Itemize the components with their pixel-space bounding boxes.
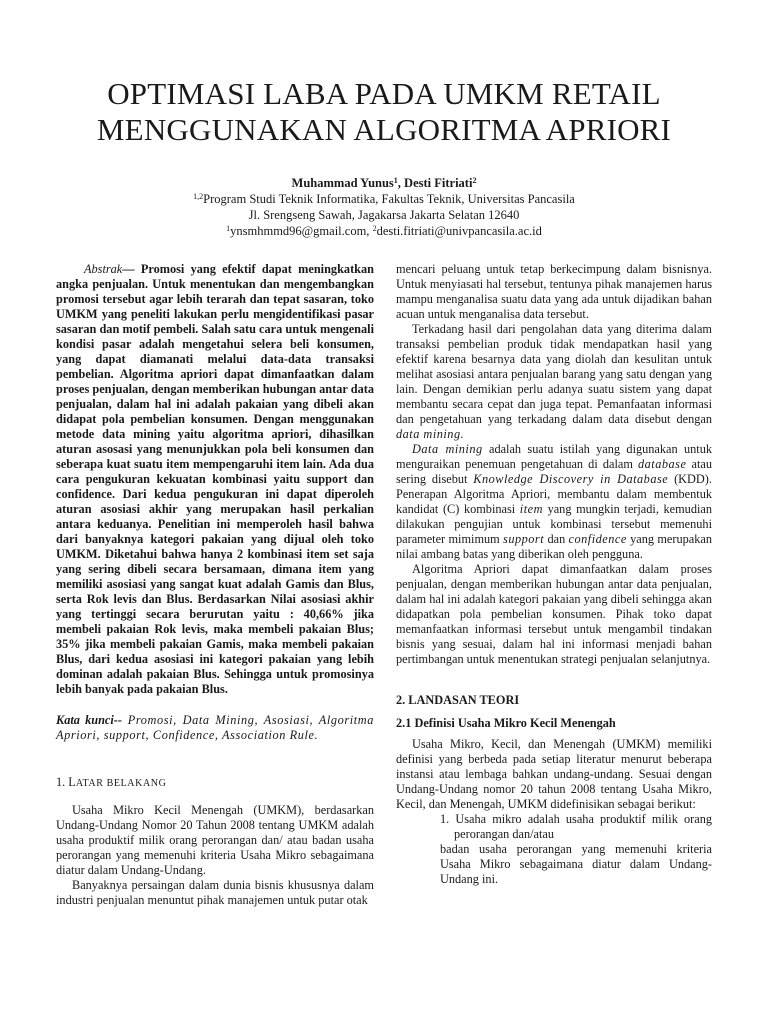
abstract-text: — Promosi yang efektif dapat meningkatkan angka penjualan. Untuk menentukan dan mengembangkan promosi tersebut agar lebih terarah dan tepat sasaran, toko UMKM yang peneliti lakukan perlu mengidentifikasi pasar sasaran dan motif pembeli. Salah satu cara untuk mengenali kondisi pasar adalah mengetahui selera beli konsumen, yang dapat diamanati melalui data-data transaksi pembelian. Algoritma apriori dapat dimanfaatkan dalam proses penjualan, dengan memberikan hubungan antar data penjualan, dalam hal ini adalah pakaian yang dibeli akan didapat pola pembelian konsumen. Dengan menggunakan metode data mining yaitu algoritma apriori, dihasilkan aturan asosasi yang menunjukkan pola beli konsumen dan seberapa kuat suatu item mempengaruhi item lain. Ada dua cara pengukuran kekuatan kombinasi yaitu support dan confidence. Dari kedua pengukuran ini dapat diperoleh aturan asosiasi akhir yang merupakan hasil perkalian antara keduanya. Penelitian ini memperoleh hasil bahwa dari banyaknya kategori pakaian yang dijual oleh toko UMKM. Diketahui bahwa hanya 2 kombinasi item set saja yang sering dibeli secara bersamaan, dimana item yang memiliki asosiasi yang sangat kuat adalah Gamis dan Blus, serta Rok levis dan Blus. Berdasarkan Nilai asosiasi akhir yang tertinggi secara berurutan yaitu : 40,66% jika membeli pakaian Rok levis, maka membeli pakaian Blus; 35% jika membeli pakaian Gamis, maka membeli pakaian Blus, dari kedua asosiasi ini kategori pakaian yang lebih dominan adalah pakaian Blus. Sehingga untuk promosinya lebih banyak pada pakaian Blus. <box>56 262 374 696</box>
paper-title <box>40 76 728 148</box>
keywords-label: Kata kunci-- <box>56 713 122 727</box>
p2-text: Terkadang hasil dari pengolahan data yang diterima dalam transaksi pembelian produk tidak mendapatkan hasil yang efektif karena besarnya data yang diolah dan kesulitan untuk melihat asosiasi antara penjualan barang yang satu dengan yang lain. Dengan demikian perlu adanya suatu sistem yang dapat membantu secara cepat dan juga tepat. Pemanfaatan informasi dan pengetahuan yang terkadang dalam data disebut dengan <box>396 322 712 426</box>
author-2-sup: 2 <box>472 176 477 185</box>
right-paragraph-3 <box>396 442 712 562</box>
section-1-paragraph-2: Banyaknya persaingan dalam dunia bisnis khususnya dalam industri penjualan menuntut pihak manajemen untuk putar otak <box>56 878 374 907</box>
left-column <box>56 262 374 908</box>
author-list <box>40 176 728 191</box>
p3-em-2: database <box>638 457 687 471</box>
p3-text-2: atau sering disebut <box>396 457 712 486</box>
author-2: Desti Fitriati <box>404 176 473 190</box>
keywords <box>56 713 374 743</box>
list-item-1-line-1: 1. Usaha mikro adalah usaha produktif milik orang perorangan dan/atau <box>440 812 712 841</box>
keywords-text: Promosi, Data Mining, Asosiasi, Algoritma Apriori, support, Confidence, Association Rule. <box>56 713 374 742</box>
abstract <box>56 262 374 697</box>
p3-text-1: adalah suatu istilah yang digunakan untuk menguraikan penemuan pengetahuan di dalam <box>396 442 713 471</box>
p3-text-5: dan <box>544 532 569 546</box>
section-1-number: 1. <box>56 775 69 789</box>
right-paragraph-4: Algoritma Apriori dapat dimanfaatkan dalam proses penjualan, dengan memberikan hubungan antar data penjualan, dalam hal ini adalah kategori pakaian yang dibeli sehingga akan didapatkan pola pembelian konsumen. Pihak toko dapat memanfaatkan informasi tersebut untuk mengambil tindakan bisnis yang sesuai, dalam hal ini informasi menjadi bahan pertimbangan untuk menentukan strategi penjualan selanjutnya. <box>396 562 712 666</box>
section-1-paragraph-1: Usaha Mikro Kecil Menengah (UMKM), berdasarkan Undang-Undang Nomor 20 Tahun 2008 tentang UMKM adalah usaha produktif milik orang perorangan dan/ atau badan usaha perorangan yang memenuhi kriteria Usaha Mikro sebagaimana diatur dalam Undang-Undang. <box>56 803 374 877</box>
email-2: desti.fitriati@univpancasila.ac.id <box>376 224 542 238</box>
title-line-1: OPTIMASI LABA PADA UMKM RETAIL <box>107 76 661 111</box>
p3-em-6: confidence <box>568 532 627 546</box>
p2-emphasis: data mining. <box>396 427 465 441</box>
list-item-1-line-2: badan usaha perorangan yang memenuhi kriteria Usaha Mikro sebagaimana diatur dalam Undang-Undang ini. <box>440 842 712 886</box>
right-column <box>396 262 712 887</box>
p3-em-3: Knowledge Discovery in Database <box>473 472 669 486</box>
author-1: Muhammad Yunus <box>291 176 394 190</box>
right-paragraph-1: mencari peluang untuk tetap berkecimpung dalam bisnisnya. Untuk menyiasati hal tersebut, tentunya pihak manajemen harus mampu menganalisa suatu data yang ada untuk dijadikan bahan acuan untuk menganalisa data tersebut. <box>396 262 712 321</box>
right-paragraph-5: Usaha Mikro, Kecil, dan Menengah (UMKM) memiliki definisi yang berbeda pada setiap literatur menurut beberapa instansi atau lembaga bahkan undang-undang. Sesuai dengan Undang-Undang nomor 20 tahun 2008 tentang Usaha Mikro, Kecil, dan Menengah, UMKM didefinisikan sebagai berikut: <box>396 737 712 811</box>
author-1-sup: 1 <box>393 176 398 185</box>
email-2-sup: 2 <box>372 224 377 233</box>
p3-em-1: Data mining <box>412 442 483 456</box>
title-line-2: MENGGUNAKAN ALGORITMA APRIORI <box>96 112 672 147</box>
email-1: ynsmhmmd96@gmail.com, <box>230 224 373 238</box>
section-1-first-letter: L <box>68 775 76 789</box>
section-1-rest: ATAR BELAKANG <box>75 778 167 789</box>
right-paragraph-2 <box>396 322 712 442</box>
p3-text-4: yang mungkin terjadi, kemudian dilakukan pengujian untuk kombinasi tersebut memenuhi parameter mimimum <box>396 502 712 546</box>
p3-text-6: yang merupakan nilai ambang batas yang diberikan oleh pengguna. <box>396 532 712 561</box>
umkm-definition-list <box>440 812 712 887</box>
email-1-sup: 1 <box>226 224 231 233</box>
affiliation-line-1: Program Studi Teknik Informatika, Fakultas Teknik, Universitas Pancasila <box>203 192 575 206</box>
affiliation-block <box>40 191 728 239</box>
affiliation-sup: 1,2 <box>193 192 204 201</box>
affiliation-line-2: Jl. Srengseng Sawah, Jagakarsa Jakarta Selatan 12640 <box>248 208 520 222</box>
subsection-2-1-heading: 2.1 Definisi Usaha Mikro Kecil Menengah <box>396 716 616 730</box>
p3-em-5: support <box>503 532 545 546</box>
section-2-heading: 2. LANDASAN TEORI <box>396 693 520 707</box>
section-1-heading <box>56 775 374 791</box>
abstract-lead: Abstrak <box>84 262 123 276</box>
p3-text-3: (KDD). Penerapan Algoritma Apriori, membantu dalam membentuk kandidat (C) kombinasi <box>396 472 712 516</box>
author-separator: , <box>397 176 405 190</box>
p3-em-4: item <box>519 502 543 516</box>
